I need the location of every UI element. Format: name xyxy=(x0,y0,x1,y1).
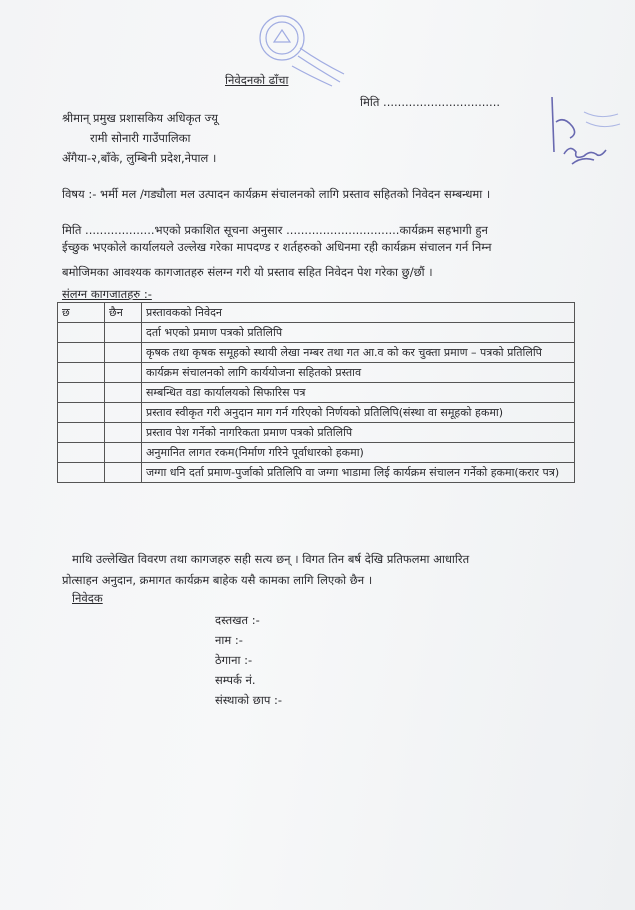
col-yes-header: छ xyxy=(58,303,105,323)
table-row xyxy=(58,383,575,403)
table-row xyxy=(58,463,575,483)
table-row-item: प्रस्ताव स्वीकृत गरी अनुदान माग गर्न गरिएको निर्णयको प्रतिलिपि(संस्था वा समूहको हकमा) xyxy=(142,403,575,423)
address-field: ठेगाना :- xyxy=(215,653,253,667)
attachments-label: संलग्न कागजातहरु :- xyxy=(62,287,152,301)
yes-checkbox-cell[interactable] xyxy=(58,403,105,423)
addressee-office: रामी सोनारी गाउँपालिका xyxy=(90,131,191,145)
table-row xyxy=(58,363,575,383)
no-checkbox-cell[interactable] xyxy=(105,343,142,363)
no-checkbox-cell[interactable] xyxy=(105,443,142,463)
table-row-item: कृषक तथा कृषक समूहको स्थायी लेखा नम्बर तथा गत आ.व को कर चुक्ता प्रमाण – पत्रको प्रतिलिपि xyxy=(142,343,575,363)
yes-checkbox-cell[interactable] xyxy=(58,363,105,383)
yes-checkbox-cell[interactable] xyxy=(58,443,105,463)
date-field-line: मिति ................................ xyxy=(360,95,501,109)
handwritten-registration-mark xyxy=(542,92,622,182)
no-checkbox-cell[interactable] xyxy=(105,423,142,443)
table-row-item: अनुमानित लागत रकम(निर्माण गरिने पूर्वाधारको हकमा) xyxy=(142,443,575,463)
table-row xyxy=(58,423,575,443)
yes-checkbox-cell[interactable] xyxy=(58,423,105,443)
no-checkbox-cell[interactable] xyxy=(105,383,142,403)
table-row xyxy=(58,343,575,363)
body-line-3: बमोजिमका आवश्यक कागजातहरु संलग्न गरी यो प्रस्ताव सहित निवेदन पेश गरेका छु/छौं । xyxy=(62,265,433,279)
table-row-item: कार्यक्रम संचालनको लागि कार्ययोजना सहितको प्रस्ताव xyxy=(142,363,575,383)
col-no-header: छैन xyxy=(105,303,142,323)
contact-field: सम्पर्क नं. xyxy=(215,673,256,687)
table-row-item: जग्गा धनि दर्ता प्रमाण-पुर्जाको प्रतिलिपि वा जग्गा भाडामा लिई कार्यक्रम संचालन गर्नेको हकमा(करार पत्र) xyxy=(142,463,575,483)
table-row-item: प्रस्तावकको निवेदन xyxy=(142,303,575,323)
form-title: निवेदनको ढाँचा xyxy=(225,73,289,87)
table-header-row xyxy=(58,303,575,323)
table-row xyxy=(58,323,575,343)
signature-field: दस्तखत :- xyxy=(215,613,260,627)
no-checkbox-cell[interactable] xyxy=(105,403,142,423)
yes-checkbox-cell[interactable] xyxy=(58,463,105,483)
table-row-item: सम्बन्धित वडा कार्यालयको सिफारिस पत्र xyxy=(142,383,575,403)
addressee-title: श्रीमान् प्रमुख प्रशासकिय अधिकृत ज्यू xyxy=(62,111,218,125)
table-row-item: दर्ता भएको प्रमाण पत्रको प्रतिलिपि xyxy=(142,323,575,343)
table-row-item: प्रस्ताव पेश गर्नेको नागरिकता प्रमाण पत्रको प्रतिलिपि xyxy=(142,423,575,443)
table-row xyxy=(58,443,575,463)
addressee-address: अँगैया-२,बाँके, लुम्बिनी प्रदेश,नेपाल । xyxy=(62,151,217,165)
declaration-line-2: प्रोत्साहन अनुदान, क्रमागत कार्यक्रम बाहेक यसै कामका लागि लिएको छैन । xyxy=(62,573,373,587)
no-checkbox-cell[interactable] xyxy=(105,463,142,483)
yes-checkbox-cell[interactable] xyxy=(58,323,105,343)
subject-line: विषय :- भर्मी मल /गड्यौला मल उत्पादन कार्यक्रम संचालनको लागि प्रस्ताव सहितको निवेदन सम्बन्धमा । xyxy=(62,187,491,201)
no-checkbox-cell[interactable] xyxy=(105,323,142,343)
no-checkbox-cell[interactable] xyxy=(105,363,142,383)
attachments-table xyxy=(57,302,575,483)
body-line-1: मिति ...................भएको प्रकाशित सूचना अनुसार ...............................कार्यक्रम सहभागी हुन xyxy=(62,223,488,237)
applicant-label: निवेदक xyxy=(72,591,103,605)
name-field: नाम :- xyxy=(215,633,243,647)
organization-stamp-field: संस्थाको छाप :- xyxy=(215,693,283,707)
yes-checkbox-cell[interactable] xyxy=(58,383,105,403)
yes-checkbox-cell[interactable] xyxy=(58,343,105,363)
body-line-2: ईच्छुक भएकोले कार्यालयले उल्लेख गरेका मापदण्ड र शर्तहरुको अधिनमा रही कार्यक्रम संचालन गर्न निम्न xyxy=(62,240,492,254)
declaration-line-1: माथि उल्लेखित विवरण तथा कागजहरु सही सत्य छन् । विगत तिन बर्ष देखि प्रतिफलमा आधारित xyxy=(72,552,470,566)
table-row xyxy=(58,403,575,423)
